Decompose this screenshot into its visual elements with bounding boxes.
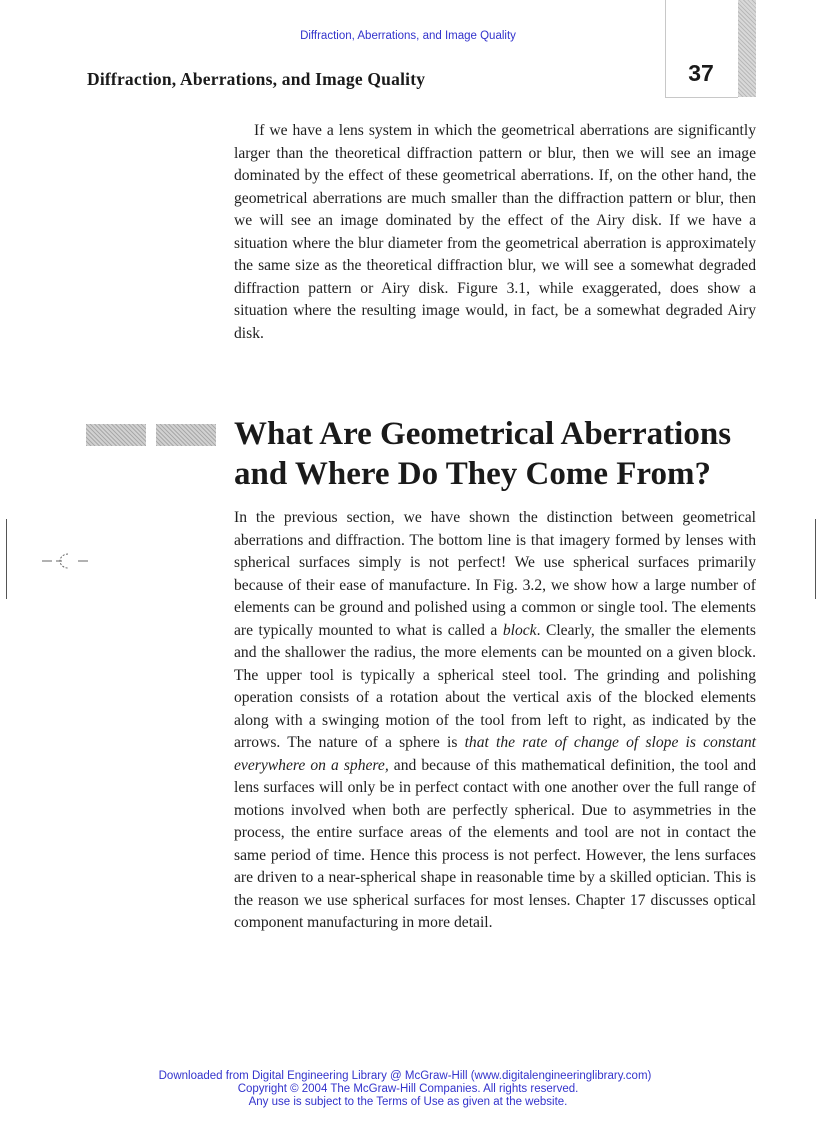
body-paragraph <box>234 507 756 935</box>
page-number: 37 <box>688 60 714 86</box>
body-text-part1: In the previous section, we have shown the distinction between geometrical aberrations and diffraction. The bottom line is that imagery formed by lenses with spherical surfaces simply is not perfect! We use spherical surfaces primarily because of their ease of manufacture. In Fig. 3.2, we show how a large number of elements can be ground and polished using a common or single tool. The elements are typically mounted to what is called a <box>234 509 756 639</box>
top-link[interactable]: Diffraction, Aberrations, and Image Quality <box>300 30 516 42</box>
crop-mark-left <box>6 519 7 599</box>
registration-mark-icon <box>42 551 90 571</box>
body-text-part3: and because of this mathematical definition, the tool and lens surfaces will only be in perfect contact with one another over the full range of motions involved when both are perfectly spherical. Due to asymmetries in the process, the entire surface areas of the elements and tool are not in contact the same period of time. Hence this process is not perfect. However, the lens surfaces are driven to a near-spherical shape in reasonable time by a skilled optician. This is the reason we use spherical surfaces for most lenses. Chapter 17 discusses optical component manufacturing in more detail. <box>234 756 756 931</box>
footer-download-link[interactable]: Downloaded from Digital Engineering Library @ McGraw-Hill (www.digitalengineeringlibrary.com) <box>158 1070 652 1082</box>
body-italic-definition: that the rate of change of slope is constant everywhere on a sphere, <box>234 734 756 774</box>
running-head: Diffraction, Aberrations, and Image Quality <box>87 69 426 89</box>
section-marker-bar <box>86 424 146 446</box>
body-text-part2: . Clearly, the smaller the elements and the shallower the radius, the more elements can be mounted on a given block. The upper tool is typically a spherical steel tool. The grinding and polishing operation consists of a rotation about the vertical axis of the blocked elements along with a swinging motion of the tool from left to right, as indicated by the arrows. The nature of a sphere is <box>234 621 756 751</box>
intro-paragraph: If we have a lens system in which the geometrical aberrations are significantly larger than the theoretical diffraction pattern or blur, then we will see an image dominated by the effect of these geometrical aberrations. If, on the other hand, the geometrical aberrations are much smaller than the diffraction pattern or blur, then we will see an image dominated by the effect of the Airy disk. If we have a situation where the blur diameter from the geometrical aberration is approximately the same size as the theoretical diffraction blur, we will see a somewhat degraded diffraction pattern or Airy disk. Figure 3.1, while exaggerated, does show a situation where the resulting image would, in fact, be a somewhat degraded Airy disk. <box>234 122 756 342</box>
section-heading-line2: and Where Do They Come From? <box>234 456 711 492</box>
body-italic-block: block <box>502 621 537 639</box>
footer <box>0 1070 816 1109</box>
section-heading-line1: What Are Geometrical Aberrations <box>234 416 732 452</box>
section-heading <box>234 414 774 494</box>
page-tab-stripe <box>738 0 756 97</box>
footer-terms: Any use is subject to the Terms of Use as given at the website. <box>248 1096 568 1108</box>
footer-copyright: Copyright © 2004 The McGraw-Hill Companies. All rights reserved. <box>237 1083 579 1095</box>
section-marker-bar <box>156 424 216 446</box>
